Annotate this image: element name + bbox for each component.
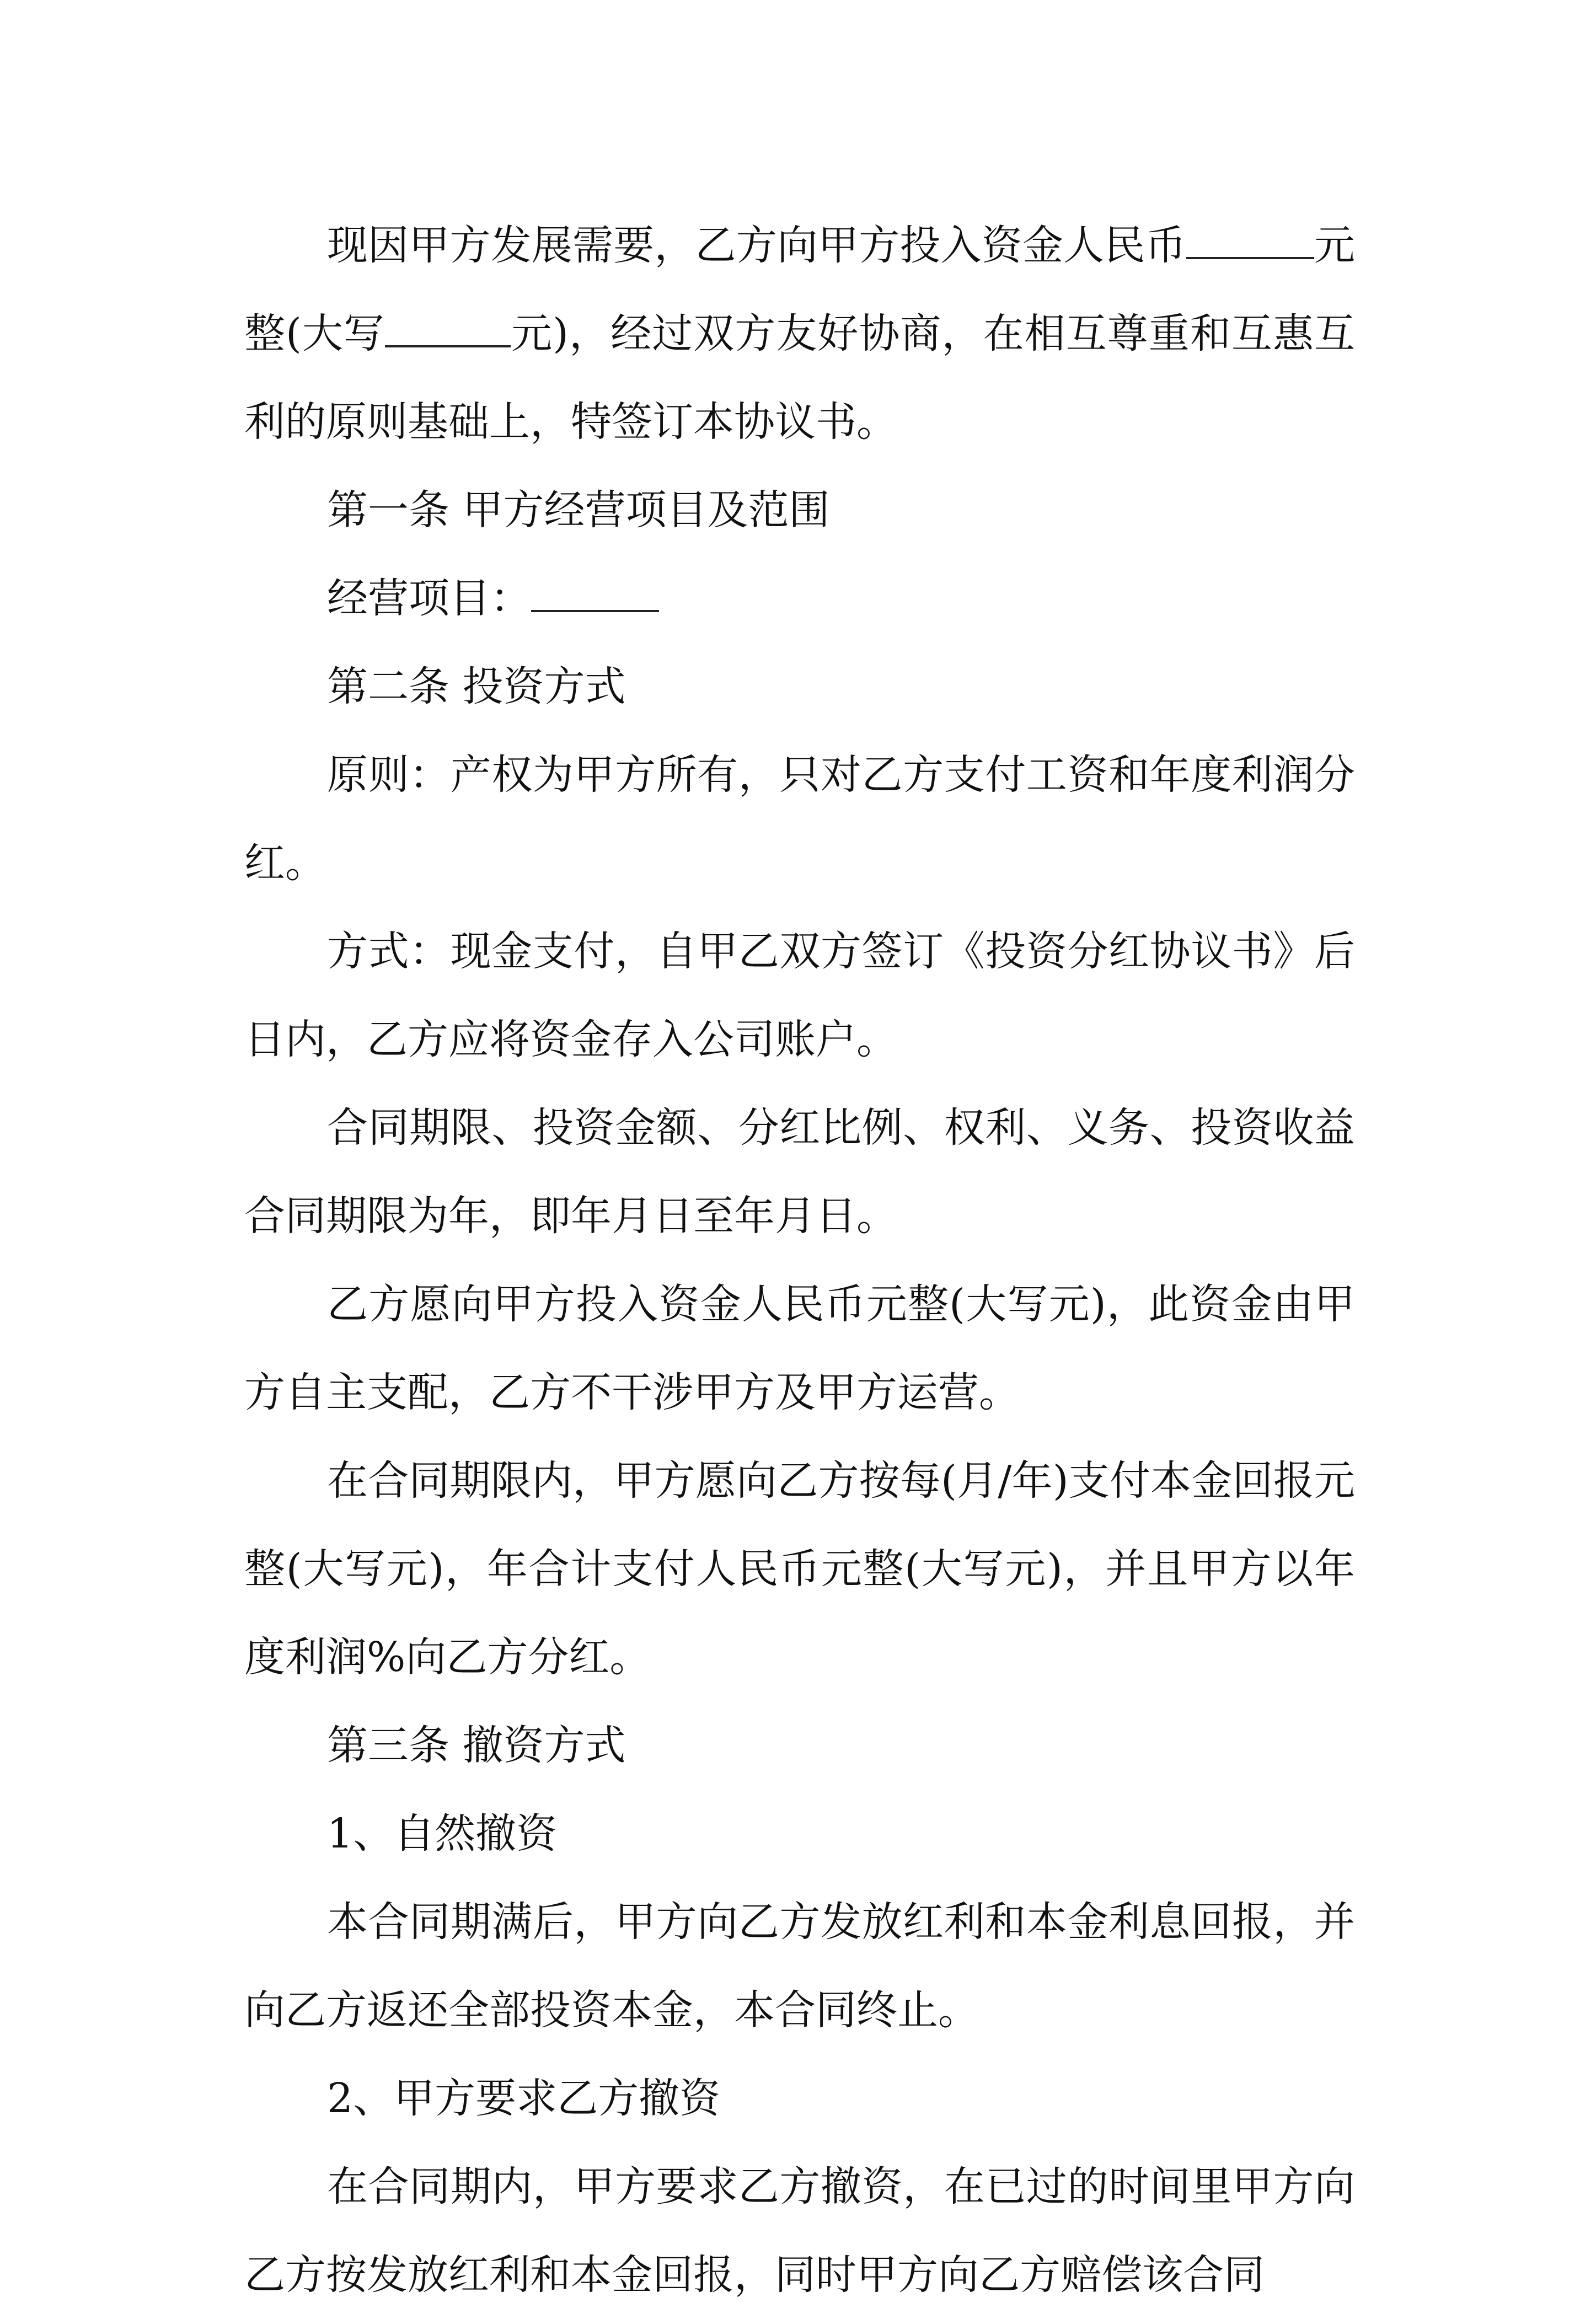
intro-text-part1: 现因甲方发展需要，乙方向甲方投入资金人民币 [327, 222, 1186, 269]
paragraph-return-terms: 在合同期限内，甲方愿向乙方按每(月/年)支付本金回报元整(大写元)，年合计支付人民币元整(大写元)，并且甲方以年度利润%向乙方分红。 [244, 1457, 1355, 1681]
business-item-line [244, 554, 1355, 642]
intro-text-part2: 元整(大写 [244, 222, 1356, 357]
amount-uppercase-blank [385, 307, 511, 347]
natural-withdrawal-heading: 1、自然撤资 [327, 1810, 558, 1857]
amount-blank [1186, 218, 1314, 259]
paragraph-method: 方式：现金支付，自甲乙双方签订《投资分红协议书》后日内，乙方应将资金存入公司账户。 [244, 928, 1355, 1063]
document-body [244, 201, 1355, 2319]
article-1-heading: 第一条 甲方经营项目及范围 [327, 486, 830, 534]
article-2-heading: 第二条 投资方式 [327, 663, 626, 710]
business-item-blank [531, 571, 659, 612]
party-a-request-heading: 2、甲方要求乙方撤资 [327, 2075, 721, 2122]
paragraph-term: 合同期限、投资金额、分红比例、权利、义务、投资收益合同期限为年，即年月日至年月日。 [244, 1104, 1355, 1240]
paragraph-investment-amount: 乙方愿向甲方投入资金人民币元整(大写元)，此资金由甲方自主支配，乙方不干涉甲方及甲方运营。 [244, 1281, 1355, 1416]
paragraph-natural-withdrawal: 本合同期满后，甲方向乙方发放红利和本金利息回报，并向乙方返还全部投资本金，本合同终止。 [244, 1898, 1355, 2034]
paragraph-party-a-request: 在合同期内，甲方要求乙方撤资，在已过的时间里甲方向乙方按发放红利和本金回报，同时甲方向乙方赔偿该合同 [244, 2163, 1355, 2299]
business-item-label: 经营项目： [327, 575, 531, 622]
paragraph-principle: 原则：产权为甲方所有，只对乙方支付工资和年度利润分红。 [244, 751, 1355, 887]
paragraph-intro [244, 201, 1355, 466]
article-3-heading: 第三条 撤资方式 [327, 1722, 626, 1769]
intro-text-part3: 元)，经过双方友好协商，在相互尊重和互惠互利的原则基础上，特签订本协议书。 [244, 310, 1355, 446]
